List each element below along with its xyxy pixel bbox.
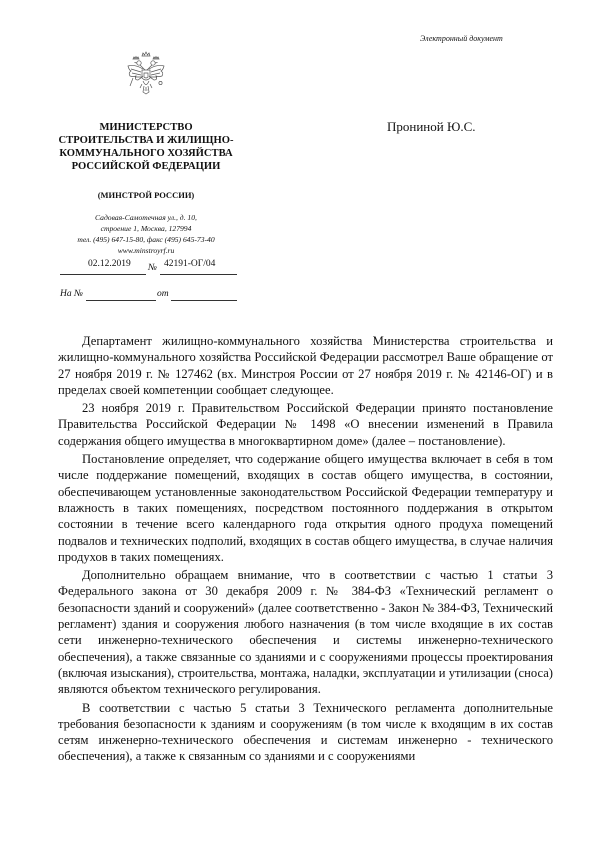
ministry-name-line: РОССИЙСКОЙ ФЕДЕРАЦИИ: [71, 161, 221, 172]
registration-number-sign: №: [148, 263, 157, 273]
electronic-document-label: Электронный документ: [420, 34, 503, 43]
body-paragraph: В соответствии с частью 5 статьи 3 Технического регламента дополнительные требования безопасности к зданиям и сооружениям (в том числе к входящим в их состав сетям инженерно-технического обеспечения и системам инженерно - технического обеспечения), а также к связанным со зданиями и с сооружениями: [58, 700, 553, 764]
website-link: www.minstroyrf.ru: [117, 246, 175, 255]
reference-from-label: от: [157, 289, 169, 299]
body-paragraph: Постановление определяет, что содержание общего имущества включает в себя в том числе поддержание помещений, входящих в состав общего имущества, в состоянии, обеспечивающем установленные законодательством Российской Федерации температуру и влажность в таких помещениях, посредством постоянного поддержания в открытом состоянии в течение всего календарного года открытия одного продуха помещений подвалов и технических подполий, входящих в состав общего имущества, в случае наличия продухов в таких помещениях.: [58, 452, 553, 564]
ministry-name: [58, 121, 234, 173]
body-paragraph: Дополнительно обращаем внимание, что в соответствии с частью 1 статьи 3 Федерального закона от 30 декабря 2009 г. № 384-ФЗ «Технический регламент о безопасности зданий и сооружений» (далее соответственно - Закон № 384-ФЗ, Технический регламент) здания и сооружения любого назначения (в том числе входящие в их состав сети инженерно-технического обеспечения и системы инженерно-технического обеспечения), а также связанные со зданиями и с сооружениями процессы проектирования (включая изыскания), строительства, монтажа, наладки, эксплуатации и утилизации (сноса) являются объектом технического регулирования.: [58, 568, 553, 697]
registration-number-underline: [160, 274, 237, 275]
address-line: тел. (495) 647-15-80, факс (495) 645-73-40: [77, 235, 215, 244]
reference-date-underline: [171, 300, 237, 301]
ministry-name-line: МИНИСТЕРСТВО: [99, 122, 193, 133]
ministry-short-name: (МИНСТРОЙ РОССИИ): [97, 190, 195, 200]
registration-date: 02.12.2019: [88, 259, 131, 269]
body-paragraph: 23 ноября 2019 г. Правительством Российской Федерации принято постановление Правительства Российской Федерации № 1498 «О внесении изменений в Правила содержания общего имущества в многоквартирном доме» (далее – постановление).: [58, 401, 553, 448]
ministry-address: [58, 212, 234, 256]
letter-body: [58, 333, 553, 767]
coat-of-arms-emblem: [125, 50, 167, 98]
address-line: Садовая-Самотечная ул., д. 10,: [95, 213, 197, 222]
ministry-name-line: КОММУНАЛЬНОГО ХОЗЯЙСТВА: [59, 148, 233, 159]
ministry-name-line: СТРОИТЕЛЬСТВА И ЖИЛИЩНО-: [58, 135, 234, 146]
address-line: строение 1, Москва, 127994: [100, 224, 192, 233]
registration-number: 42191-ОГ/04: [164, 259, 216, 269]
recipient-name: Прониной Ю.С.: [387, 119, 476, 134]
registration-date-underline: [60, 274, 146, 275]
reference-number-label: На №: [60, 289, 83, 299]
body-paragraph: Департамент жилищно-коммунального хозяйства Министерства строительства и жилищно-коммунального хозяйства Российской Федерации рассмотрел Ваше обращение от 27 ноября 2019 г. № 127462 (вх. Минстроя России от 27 ноября 2019 г. № 42146-ОГ) и в пределах своей компетенции сообщает следующее.: [58, 334, 553, 397]
reference-number-underline: [86, 300, 156, 301]
